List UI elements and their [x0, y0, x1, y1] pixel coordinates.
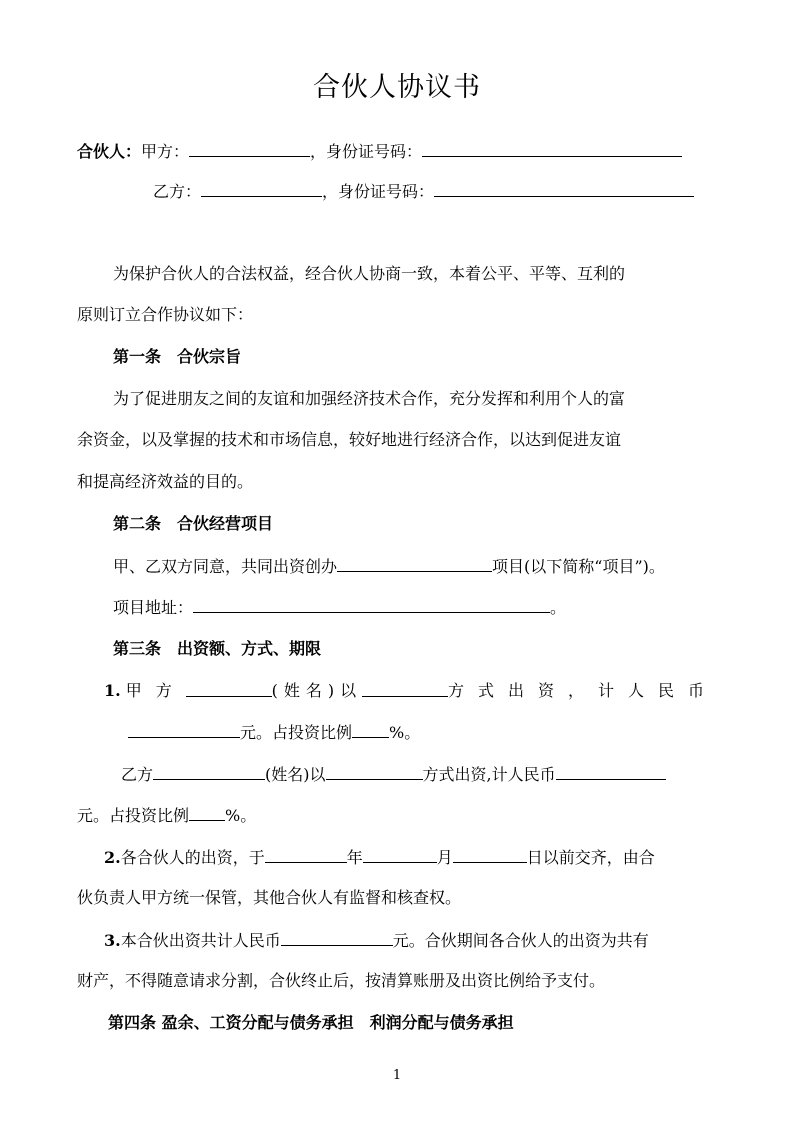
item-1-name-label: (姓名)以	[271, 681, 363, 700]
party-b-ratio-blank[interactable]	[189, 805, 225, 821]
address-label: 项目地址：	[113, 598, 194, 617]
article-3-item-1b-line-2	[77, 805, 256, 826]
item-2-month: 月	[436, 848, 453, 867]
article-3-item-3-line-1	[104, 930, 649, 951]
intro-line-1: 为保护合伙人的合法权益，经合伙人协商一致，本着公平、平等、互利的	[113, 264, 626, 283]
document-title: 合伙人协议书	[313, 72, 481, 103]
item-3-prefix: 本合伙出资共计人民币	[120, 931, 281, 950]
deadline-month-blank[interactable]	[363, 847, 437, 863]
item-3-number: 3.	[104, 931, 121, 950]
party-b-id-blank[interactable]	[434, 181, 694, 197]
party-b-label: 乙方：	[153, 182, 202, 201]
item-1b-yuan: 元。占投资比例	[77, 806, 190, 825]
article-1-line-3: 和提高经济效益的目的。	[77, 472, 254, 491]
article-1-line-1: 为了促进朋友之间的友谊和加强经济技术合作，充分发挥和利用个人的富	[113, 389, 626, 408]
item-1b-method: 方式出资,	[422, 765, 492, 784]
partners-label: 合伙人：	[77, 142, 142, 161]
project-prefix: 甲、乙双方同意，共同出资创办	[113, 557, 338, 576]
party-a-id-blank[interactable]	[422, 141, 682, 157]
article-3-item-3-line-2: 财产，不得随意请求分割，合伙终止后，按清算账册及出资比例给予支付。	[77, 971, 606, 990]
article-1-line-2: 余资金，以及掌握的技术和市场信息，较好地进行经济合作，以达到促进友谊	[77, 430, 622, 449]
item-1-method: 方式出资，	[447, 681, 598, 700]
item-3-suffix: 元。合伙期间各合伙人的出资为共有	[392, 931, 649, 950]
project-address-blank[interactable]	[193, 597, 550, 613]
article-3-item-1b-line-1	[121, 764, 666, 785]
article-3-item-2-line-2: 伙负责人甲方统一保管，其他合伙人有监督和核查权。	[77, 888, 462, 907]
party-a-id-label: ，身份证号码：	[310, 142, 423, 161]
party-b-method-blank[interactable]	[326, 764, 423, 780]
item-1b-party: 乙方	[121, 765, 154, 784]
item-1-yuan: 元。占投资比例	[240, 723, 353, 742]
article-3-heading: 第三条 出资额、方式、期限	[113, 639, 322, 658]
article-3-item-2-line-1	[104, 847, 655, 868]
item-1b-pct: %。	[225, 806, 257, 825]
item-1-pct: %。	[389, 723, 421, 742]
deadline-day-blank[interactable]	[453, 847, 527, 863]
article-2-address-line	[113, 597, 566, 618]
item-1-party: 甲方	[125, 681, 186, 700]
item-1-currency: 计人民币	[597, 681, 718, 700]
address-end: 。	[550, 598, 567, 617]
party-a-line	[77, 141, 682, 162]
project-suffix: 项目(以下简称“项目”)。	[492, 557, 665, 576]
party-a-contributor-blank[interactable]	[186, 681, 272, 697]
page-number: 1	[392, 1068, 402, 1083]
item-2-prefix: 各合伙人的出资，于	[120, 848, 265, 867]
item-1b-name-label: (姓名)以	[265, 765, 326, 784]
item-2-number: 2.	[104, 848, 121, 867]
item-1-number: 1.	[104, 681, 121, 700]
party-a-amount-blank[interactable]	[128, 722, 240, 738]
article-2-heading: 第二条 合伙经营项目	[113, 514, 274, 533]
item-2-year: 年	[346, 848, 363, 867]
party-b-id-label: ，身份证号码：	[322, 182, 435, 201]
total-capital-blank[interactable]	[281, 930, 393, 946]
party-b-amount-blank[interactable]	[556, 764, 666, 780]
item-2-day: 日以前交齐，由合	[526, 848, 655, 867]
article-3-item-1-line-1	[104, 681, 718, 701]
article-2-project-line	[113, 556, 665, 577]
party-b-contributor-blank[interactable]	[153, 764, 265, 780]
deadline-year-blank[interactable]	[265, 847, 347, 863]
party-b-name-blank[interactable]	[201, 181, 322, 197]
article-4-heading: 第四条 盈余、工资分配与债务承担 利润分配与债务承担	[108, 1013, 514, 1032]
item-1b-currency: 计人民币	[491, 765, 556, 784]
party-a-method-blank[interactable]	[362, 681, 448, 697]
party-a-label: 甲方：	[141, 142, 190, 161]
article-1-heading: 第一条 合伙宗旨	[113, 347, 242, 366]
intro-line-2: 原则订立合作协议如下：	[77, 305, 254, 324]
party-a-ratio-blank[interactable]	[352, 722, 389, 738]
project-name-blank[interactable]	[337, 556, 492, 572]
article-3-item-1-line-2	[128, 722, 420, 743]
party-a-name-blank[interactable]	[189, 141, 310, 157]
party-b-line	[153, 181, 694, 202]
